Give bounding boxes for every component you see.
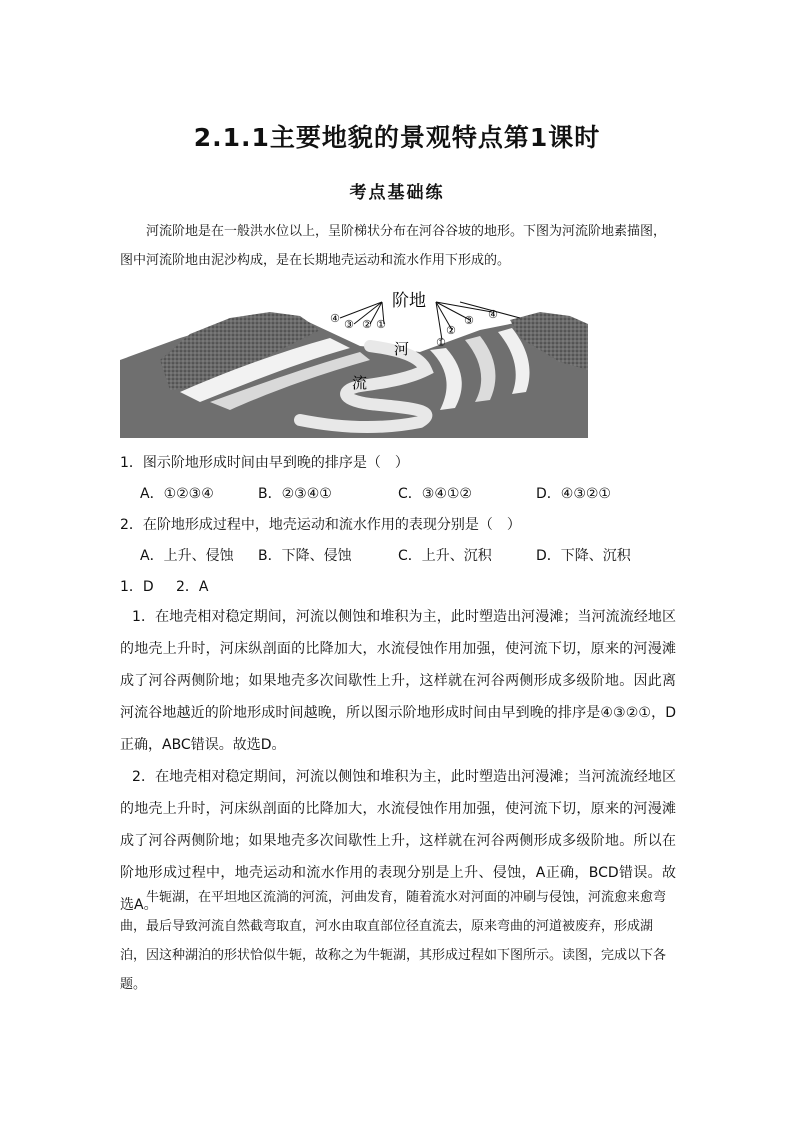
answer-2: 2．A (176, 579, 209, 595)
river-terrace-sketch (120, 290, 588, 438)
section-subtitle: 考点基础练 (349, 183, 445, 203)
terrace-mark: ④ (330, 312, 340, 325)
answer-key (120, 576, 208, 596)
q2-option-c: C．上升、沉积 (398, 548, 492, 564)
explanation-1: 1．在地壳相对稳定期间，河流以侧蚀和堆积为主，此时塑造出河漫滩；当河流流经地区的地壳上升时，河床纵剖面的比降加大，水流侵蚀作用加强，使河流下切，原来的河漫滩成了河谷两侧阶地；如果地壳多次间歇性上升，这样就在河谷两侧形成多级阶地。因此离河流谷地越近的阶地形成时间越晚，所以图示阶地形成时间由早到晚的排序是④③②①，D正确，ABC错误。故选D。 (120, 609, 676, 753)
figure-label-liu: 流 (352, 374, 368, 392)
terrace-mark: ④ (488, 308, 498, 321)
q1-option-a: A．①②③④ (140, 486, 214, 502)
q1-option-b: B．②③④① (258, 486, 332, 502)
intro-paragraph: 河流阶地是在一般洪水位以上，呈阶梯状分布在河谷谷坡的地形。下图为河流阶地素描图，图中河流阶地由泥沙构成，是在长期地壳运动和流水作用下形成的。 (120, 224, 667, 268)
page-title: 2.1.1主要地貌的景观特点第1课时 (193, 123, 601, 152)
q2-option-d: D．下降、沉积 (536, 548, 631, 564)
terrace-mark: ① (436, 336, 446, 349)
q2-option-b: B．下降、侵蚀 (258, 548, 352, 564)
terrace-mark: ③ (464, 314, 474, 327)
terrace-mark: ③ (344, 318, 354, 331)
question-1-options (140, 483, 611, 503)
terrace-mark: ② (446, 324, 456, 337)
figure-label-he: 河 (394, 340, 410, 358)
figure-label-terrace: 阶地 (392, 291, 426, 311)
q2-option-a: A．上升、侵蚀 (140, 548, 234, 564)
question-2-options (140, 545, 631, 565)
terrace-mark: ② (362, 318, 372, 331)
q1-option-c: C．③④①② (398, 486, 472, 502)
outro-paragraph: 牛轭湖，在平坦地区流淌的河流，河曲发育，随着流水对河面的冲刷与侵蚀，河流愈来愈弯曲，最后导致河流自然截弯取直，河水由取直部位径直流去，原来弯曲的河道被废弃，形成湖泊，因这种湖泊的形状恰似牛轭，故称之为牛轭湖，其形成过程如下图所示。读图，完成以下各题。 (120, 890, 667, 992)
terrace-mark: ① (376, 318, 386, 331)
q1-option-d: D．④③②① (536, 486, 611, 502)
answer-1: 1．D (120, 579, 154, 595)
question-2-stem: 2．在阶地形成过程中，地壳运动和流水作用的表现分别是（ ） (120, 517, 521, 533)
explanation-2: 2．在地壳相对稳定期间，河流以侧蚀和堆积为主，此时塑造出河漫滩；当河流流经地区的地壳上升时，河床纵剖面的比降加大，水流侵蚀作用加强，使河流下切，原来的河漫滩成了河谷两侧阶地；如果地壳多次间歇性上升，这样就在河谷两侧形成多级阶地。所以在阶地形成过程中，地壳运动和流水作用的表现分别是上升、侵蚀，A正确，BCD错误。故选A。 (120, 769, 676, 913)
question-1-stem: 1．图示阶地形成时间由早到晚的排序是（ ） (120, 455, 409, 471)
left-terrace-marks (330, 312, 386, 331)
